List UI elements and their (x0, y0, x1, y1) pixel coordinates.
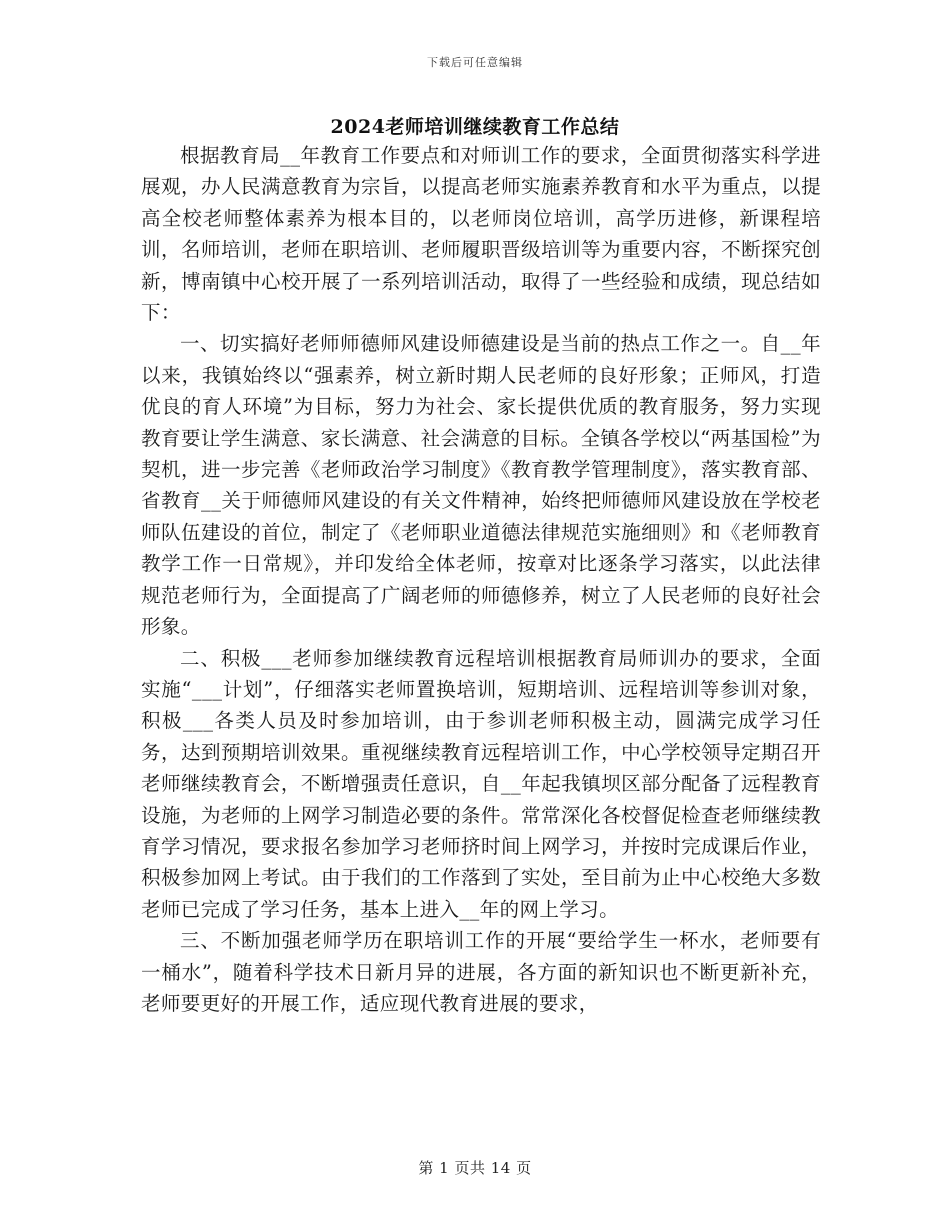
paragraph-section-1: 一、切实搞好老师师德师风建设师德建设是当前的热点工作之一。自__年以来，我镇始终以“强素养，树立新时期人民老师的良好形象；正师风，打造优良的育人环境”为目标，努力为社会、家长提供优质的教育服务，努力实现教育要让学生满意、家长满意、社会满意的目标。全镇各学校以“两基国检”为契机，进一步完善《老师政治学习制度》《教育教学管理制度》，落实教育部、省教育__关于师德师风建设的有关文件精神，始终把师德师风建设放在学校老师队伍建设的首位，制定了《老师职业道德法律规范实施细则》和《老师教育教学工作一日常规》，并印发给全体老师，按章对比逐条学习落实，以此法律规范老师行为，全面提高了广阔老师的师德修养，树立了人民老师的良好社会形象。 (141, 332, 821, 639)
header-note: 下载后可任意编辑 (427, 56, 523, 69)
document-body (141, 140, 821, 1019)
document-title: 2024老师培训继续教育工作总结 (330, 116, 620, 138)
page-number-footer: 第 1 页共 14 页 (418, 1159, 532, 1177)
paragraph-section-3: 三、不断加强老师学历在职培训工作的开展“要给学生一杯水，老师要有一桶水”，随着科学技术日新月异的进展，各方面的新知识也不断更新补充，老师要更好的开展工作，适应现代教育进展的要求， (141, 929, 821, 1015)
paragraph-intro: 根据教育局__年教育工作要点和对师训工作的要求，全面贯彻落实科学进展观，办人民满意教育为宗旨，以提高老师实施素养教育和水平为重点，以提高全校老师整体素养为根本目的，以老师岗位培训，高学历进修，新课程培训，名师培训，老师在职培训、老师履职晋级培训等为重要内容，不断探究创新，博南镇中心校开展了一系列培训活动，取得了一些经验和成绩，现总结如下： (141, 144, 821, 325)
paragraph-section-2: 二、积极___老师参加继续教育远程培训根据教育局师训办的要求，全面实施“___计划”，仔细落实老师置换培训，短期培训、远程培训等参训对象，积极___各类人员及时参加培训，由于参训老师积极主动，圆满完成学习任务，达到预期培训效果。重视继续教育远程培训工作，中心学校领导定期召开老师继续教育会，不断增强责任意识，自__年起我镇坝区部分配备了远程教育设施，为老师的上网学习制造必要的条件。常常深化各校督促检查老师继续教育学习情况，要求报名参加学习老师挤时间上网学习，并按时完成课后作业，积极参加网上考试。由于我们的工作落到了实处，至目前为止中心校绝大多数老师已完成了学习任务，基本上进入__年的网上学习。 (141, 646, 821, 921)
